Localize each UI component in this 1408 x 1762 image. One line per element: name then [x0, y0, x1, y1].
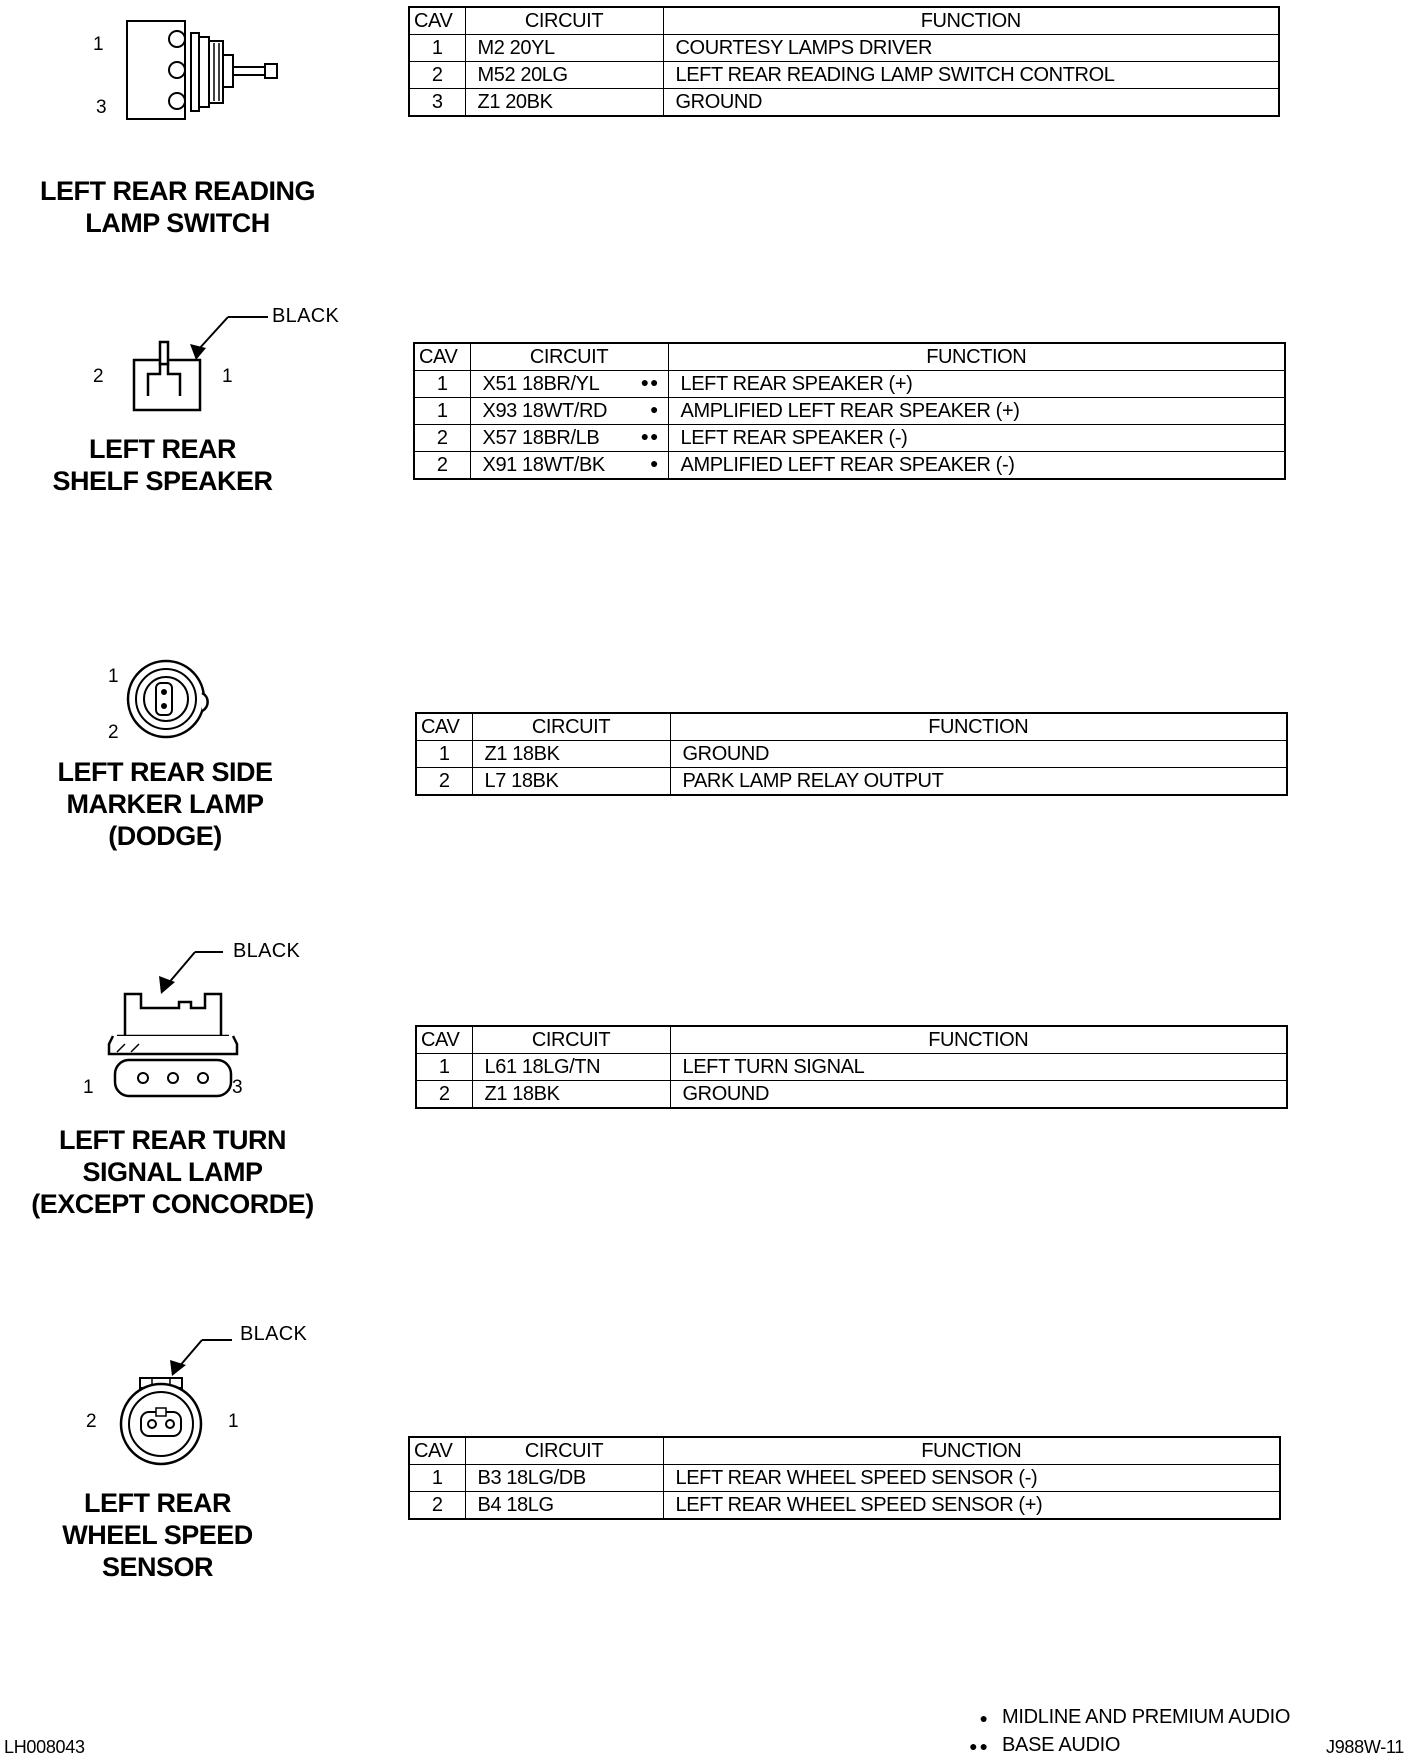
title-line: SIGNAL LAMP: [82, 1157, 263, 1187]
audio-marker: ●: [650, 401, 660, 417]
cav-cell: 2: [416, 1081, 472, 1109]
audio-marker: ●●: [640, 374, 660, 390]
audio-marker: ●●: [640, 428, 660, 444]
header-cav: CAV: [416, 713, 472, 741]
title-line: LAMP SWITCH: [85, 208, 270, 238]
title-line: SENSOR: [101, 1552, 214, 1582]
turn-signal-lamp-title: [30, 1124, 315, 1220]
table-row: [416, 1054, 1287, 1081]
legend-text: BASE AUDIO: [1002, 1734, 1121, 1756]
table-row: [414, 371, 1285, 398]
cav-cell: 1: [414, 371, 470, 398]
circuit-text: Z1 18BK: [484, 1082, 560, 1105]
title-line: WHEEL SPEED: [62, 1520, 253, 1550]
shelf-speaker-color-label: BLACK: [272, 305, 340, 327]
circuit-cell: [465, 1465, 663, 1492]
circuit-text: Z1 20BK: [477, 90, 553, 113]
circuit-cell: [470, 452, 668, 480]
cav-cell: 2: [409, 62, 465, 89]
function-cell: LEFT REAR SPEAKER (-): [668, 425, 1285, 452]
reading-lamp-switch-drawing: [115, 15, 295, 125]
reading-lamp-pin-3: 3: [96, 97, 107, 118]
cav-cell: 1: [409, 35, 465, 62]
function-cell: LEFT REAR WHEEL SPEED SENSOR (+): [663, 1492, 1280, 1520]
circuit-cell: [470, 425, 668, 452]
cav-cell: 2: [414, 452, 470, 480]
function-cell: AMPLIFIED LEFT REAR SPEAKER (+): [668, 398, 1285, 425]
legend-item-base: [960, 1734, 1290, 1762]
title-line: LEFT REAR TURN: [59, 1125, 286, 1155]
cav-cell: 1: [416, 741, 472, 768]
circuit-cell: [465, 35, 663, 62]
header-circuit: CIRCUIT: [472, 1026, 670, 1054]
circuit-text: B4 18LG: [477, 1493, 554, 1516]
side-marker-pin-2: 2: [108, 722, 119, 743]
circuit-text: X91 18WT/BK: [482, 453, 605, 476]
legend-marker: ●: [979, 1710, 990, 1726]
table-row: [409, 1465, 1280, 1492]
side-marker-lamp-table: [415, 712, 1288, 796]
circuit-cell: [472, 1081, 670, 1109]
table-row: [416, 768, 1287, 796]
shelf-speaker-pin-2: 2: [93, 366, 104, 387]
table-header-row: [416, 1026, 1287, 1054]
wheel-speed-pin-1: 1: [228, 1411, 239, 1432]
title-line: (DODGE): [108, 821, 222, 851]
table-header-row: [409, 7, 1279, 35]
function-cell: LEFT REAR WHEEL SPEED SENSOR (-): [663, 1465, 1280, 1492]
circuit-text: M2 20YL: [477, 36, 555, 59]
cav-cell: 1: [416, 1054, 472, 1081]
turn-signal-lamp-table: [415, 1025, 1288, 1109]
legend-text: MIDLINE AND PREMIUM AUDIO: [1002, 1706, 1291, 1728]
table-header-row: [414, 343, 1285, 371]
cav-cell: 3: [409, 89, 465, 117]
table-row: [409, 35, 1279, 62]
table-header-row: [409, 1437, 1280, 1465]
legend-marker: ●●: [969, 1738, 990, 1754]
header-cav: CAV: [414, 343, 470, 371]
turn-signal-pin-1: 1: [83, 1077, 94, 1098]
circuit-text: X57 18BR/LB: [482, 426, 600, 449]
cav-cell: 2: [409, 1492, 465, 1520]
wheel-speed-color-label: BLACK: [240, 1323, 308, 1345]
legend-item-midline: [960, 1706, 1290, 1734]
function-cell: GROUND: [670, 1081, 1287, 1109]
side-marker-lamp-title: [30, 756, 300, 852]
table-row: [414, 398, 1285, 425]
circuit-cell: [465, 62, 663, 89]
function-cell: LEFT REAR SPEAKER (+): [668, 371, 1285, 398]
header-function: FUNCTION: [670, 1026, 1287, 1054]
table-row: [409, 62, 1279, 89]
header-cav: CAV: [409, 7, 465, 35]
wheel-speed-sensor-title: [30, 1487, 285, 1583]
function-cell: GROUND: [663, 89, 1279, 117]
circuit-text: L7 18BK: [484, 769, 559, 792]
header-circuit: CIRCUIT: [472, 713, 670, 741]
function-cell: LEFT TURN SIGNAL: [670, 1054, 1287, 1081]
function-cell: GROUND: [670, 741, 1287, 768]
wheel-speed-pin-2: 2: [86, 1411, 97, 1432]
header-circuit: CIRCUIT: [465, 7, 663, 35]
figure-id-left: LH008043: [4, 1737, 85, 1757]
title-line: LEFT REAR SIDE: [57, 757, 273, 787]
cav-cell: 2: [414, 425, 470, 452]
title-line: LEFT REAR READING: [40, 176, 315, 206]
circuit-cell: [472, 1054, 670, 1081]
table-header-row: [416, 713, 1287, 741]
header-cav: CAV: [416, 1026, 472, 1054]
circuit-text: B3 18LG/DB: [477, 1466, 586, 1489]
reading-lamp-switch-title: [30, 175, 325, 239]
circuit-text: M52 20LG: [477, 63, 568, 86]
function-cell: AMPLIFIED LEFT REAR SPEAKER (-): [668, 452, 1285, 480]
turn-signal-color-label: BLACK: [233, 940, 301, 962]
table-row: [409, 1492, 1280, 1520]
table-row: [416, 1081, 1287, 1109]
title-line: SHELF SPEAKER: [52, 466, 273, 496]
header-function: FUNCTION: [668, 343, 1285, 371]
header-function: FUNCTION: [663, 1437, 1280, 1465]
side-marker-lamp-drawing: [120, 655, 230, 755]
figure-id-right: J988W-11: [1326, 1737, 1404, 1757]
table-row: [416, 741, 1287, 768]
title-line: LEFT REAR: [89, 434, 236, 464]
circuit-cell: [472, 741, 670, 768]
header-function: FUNCTION: [663, 7, 1279, 35]
cav-cell: 2: [416, 768, 472, 796]
wheel-speed-sensor-table: [408, 1436, 1281, 1520]
audio-marker: ●: [650, 455, 660, 471]
shelf-speaker-title: [30, 433, 295, 497]
table-row: [414, 452, 1285, 480]
title-line: (EXCEPT CONCORDE): [31, 1189, 314, 1219]
circuit-cell: [472, 768, 670, 796]
circuit-text: L61 18LG/TN: [484, 1055, 601, 1078]
circuit-text: Z1 18BK: [484, 742, 560, 765]
table-row: [409, 89, 1279, 117]
circuit-text: X51 18BR/YL: [482, 372, 600, 395]
cav-cell: 1: [409, 1465, 465, 1492]
circuit-text: X93 18WT/RD: [482, 399, 608, 422]
reading-lamp-switch-table: [408, 6, 1280, 117]
circuit-cell: [465, 1492, 663, 1520]
circuit-cell: [470, 398, 668, 425]
title-line: LEFT REAR: [84, 1488, 231, 1518]
function-cell: PARK LAMP RELAY OUTPUT: [670, 768, 1287, 796]
circuit-cell: [470, 371, 668, 398]
table-row: [414, 425, 1285, 452]
shelf-speaker-table: [413, 342, 1286, 480]
header-circuit: CIRCUIT: [470, 343, 668, 371]
audio-legend: [960, 1706, 1290, 1762]
function-cell: COURTESY LAMPS DRIVER: [663, 35, 1279, 62]
side-marker-pin-1: 1: [108, 666, 119, 687]
cav-cell: 1: [414, 398, 470, 425]
turn-signal-pin-3: 3: [232, 1077, 243, 1098]
header-function: FUNCTION: [670, 713, 1287, 741]
function-cell: LEFT REAR READING LAMP SWITCH CONTROL: [663, 62, 1279, 89]
reading-lamp-pin-1: 1: [93, 34, 104, 55]
header-circuit: CIRCUIT: [465, 1437, 663, 1465]
title-line: MARKER LAMP: [66, 789, 264, 819]
header-cav: CAV: [409, 1437, 465, 1465]
circuit-cell: [465, 89, 663, 117]
shelf-speaker-pin-1: 1: [222, 366, 233, 387]
